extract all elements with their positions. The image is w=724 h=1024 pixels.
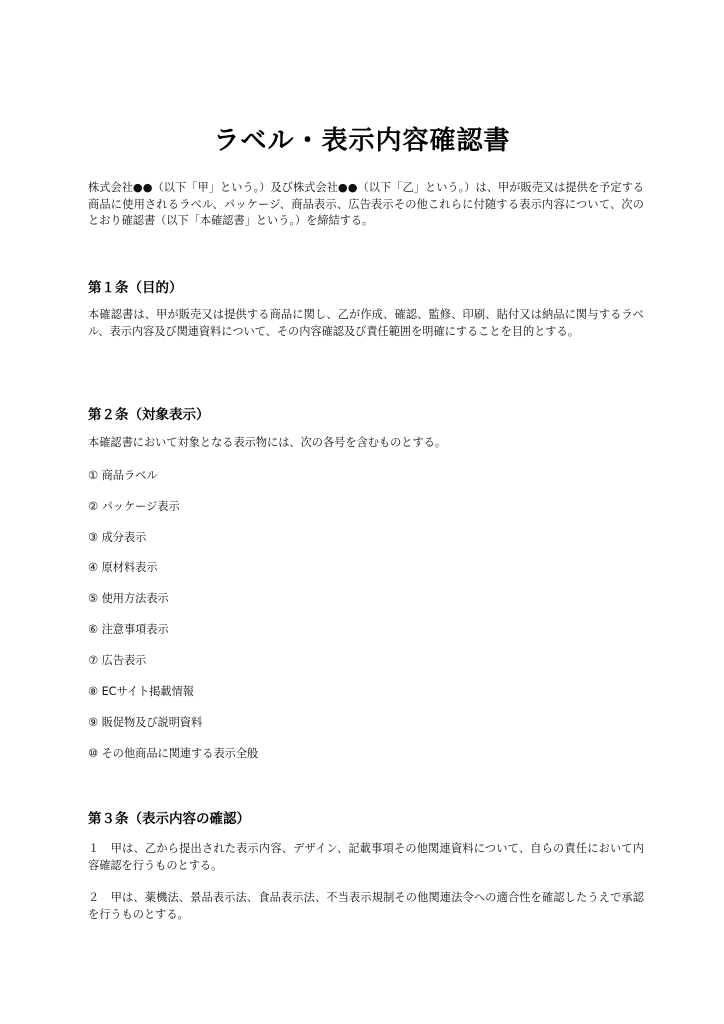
list-item: ⑩ その他商品に関連する表示全般 bbox=[88, 747, 259, 760]
list-item: ① 商品ラベル bbox=[88, 469, 158, 482]
intro-paragraph: 株式会社●●（以下「甲」という。）及び株式会社●●（以下「乙」という。）は、甲が販売又は提供を予定する商品に使用されるラベル、パッケージ、商品表示、広告表示その他これらに付随する表示内容について、次のとおり確認書（以下「本確認書」という。）を締結する。 bbox=[88, 181, 644, 227]
list-item: ⑧ ECサイト掲載情報 bbox=[88, 685, 194, 698]
document-title: ラベル・表示内容確認書 bbox=[213, 126, 511, 157]
article-3-clause-1: １ 甲は、乙から提出された表示内容、デザイン、記載事項その他関連資料について、自らの責任において内容確認を行うものとする。 bbox=[88, 842, 644, 872]
article-3-heading: 第３条（表示内容の確認） bbox=[88, 811, 250, 827]
article-1-heading: 第１条（目的） bbox=[88, 280, 183, 296]
list-item: ② パッケージ表示 bbox=[88, 500, 180, 513]
article-2-body: 本確認書において対象となる表示物には、次の各号を含むものとする。 bbox=[88, 436, 447, 449]
list-item: ⑨ 販促物及び説明資料 bbox=[88, 716, 203, 729]
article-3-clause-2: ２ 甲は、薬機法、景品表示法、食品表示法、不当表示規制その他関連法令への適合性を確認したうえで承認を行うものとする。 bbox=[88, 891, 644, 921]
article-2-heading: 第２条（対象表示） bbox=[88, 407, 210, 423]
list-item: ③ 成分表示 bbox=[88, 531, 147, 544]
list-item: ⑤ 使用方法表示 bbox=[88, 592, 169, 605]
article-1-body: 本確認書は、甲が販売又は提供する商品に関し、乙が作成、確認、監修、印刷、貼付又は納品に関与するラベル、表示内容及び関連資料について、その内容確認及び責任範囲を明確にすることを目的とする。 bbox=[88, 308, 644, 338]
list-item: ④ 原材料表示 bbox=[88, 561, 158, 574]
list-item: ⑦ 広告表示 bbox=[88, 654, 147, 667]
list-item: ⑥ 注意事項表示 bbox=[88, 623, 169, 636]
